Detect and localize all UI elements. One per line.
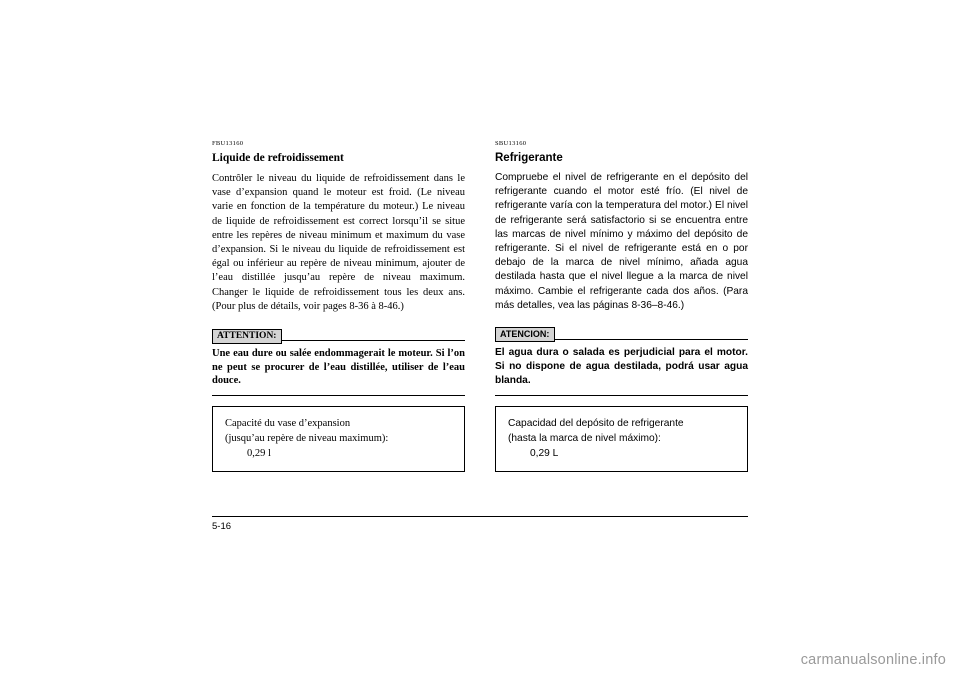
footer-rule: [212, 516, 748, 517]
caution-text-spanish: El agua dura o salada es perjudicial para el motor. Si no dispone de agua destilada, podrá usar agua blanda.: [495, 347, 748, 387]
reference-code-spanish: SBU13160: [495, 140, 527, 147]
section-heading-french: Liquide de refroidissement: [212, 152, 344, 164]
caution-label-french: ATTENTION:: [212, 329, 282, 344]
spec-box-spanish: [495, 406, 748, 472]
spec-subtitle-spanish: (hasta la marca de nivel máximo):: [508, 433, 661, 445]
watermark: carmanualsonline.info: [800, 652, 946, 668]
spec-value-french: 0,29 l: [247, 447, 271, 459]
caution-bottom-rule-spanish: [495, 395, 748, 396]
spec-subtitle-french: (jusqu’au repère de niveau maximum):: [225, 432, 389, 444]
caution-banner-french: [212, 325, 465, 341]
section-body-spanish: Compruebe el nivel de refrigerante en el depósito del refrigerante cuando el motor esté frío. (El nivel de refrigerante varía con la temperatura del motor.) El nivel de refrigerante será satisfactorio si se encuentra entre las marcas de nivel mínimo y máximo del depósito de refrigerante. Si el nivel de refrigerante está en o por debajo de la marca de nivel mínimo, añada agua destilada hasta que el nivel llegue a la marca de nivel máximo. Cambie el refrigerante cada dos años. (Para más detalles, vea las páginas 8-36–8-46.): [495, 172, 748, 311]
two-column-body: [212, 140, 748, 472]
section-heading-spanish: Refrigerante: [495, 152, 563, 164]
reference-code-french: FBU13160: [212, 140, 244, 147]
spec-title-spanish: Capacidad del depósito de refrigerante: [508, 418, 684, 430]
caution-text-french: Une eau dure ou salée endommagerait le moteur. Si l’on ne peut se procurer de l’eau distillée, utiliser de l’eau douce.: [212, 348, 465, 387]
spec-title-french: Capacité du vase d’expansion: [225, 417, 351, 429]
spec-box-french: [212, 406, 465, 472]
page-number: 5-16: [212, 521, 232, 532]
column-french: [212, 140, 465, 472]
section-body-french: Contrôler le niveau du liquide de refroidissement dans le vase d’expansion quand le moteur est froid. (Le niveau varie en fonction de la température du moteur.) Le niveau de liquide de refroidissement est correct lorsqu’il se situe entre les repères de niveau minimum et maximum du vase d’expansion. Si le niveau du liquide de refroidissement est égal ou inférieur au repère de niveau minimum, ajouter de l’eau distillée jusqu’au repère de niveau maximum. Changer le liquide de refroidissement tous les deux ans. (Pour plus de détails, voir pages 8-36 à 8-46.): [212, 173, 465, 312]
caution-bottom-rule-french: [212, 395, 465, 396]
caution-label-spanish: ATENCION:: [495, 327, 555, 342]
spec-value-spanish: 0,29 L: [530, 448, 559, 460]
column-spanish: [495, 140, 748, 472]
caution-banner-spanish: [495, 324, 748, 340]
